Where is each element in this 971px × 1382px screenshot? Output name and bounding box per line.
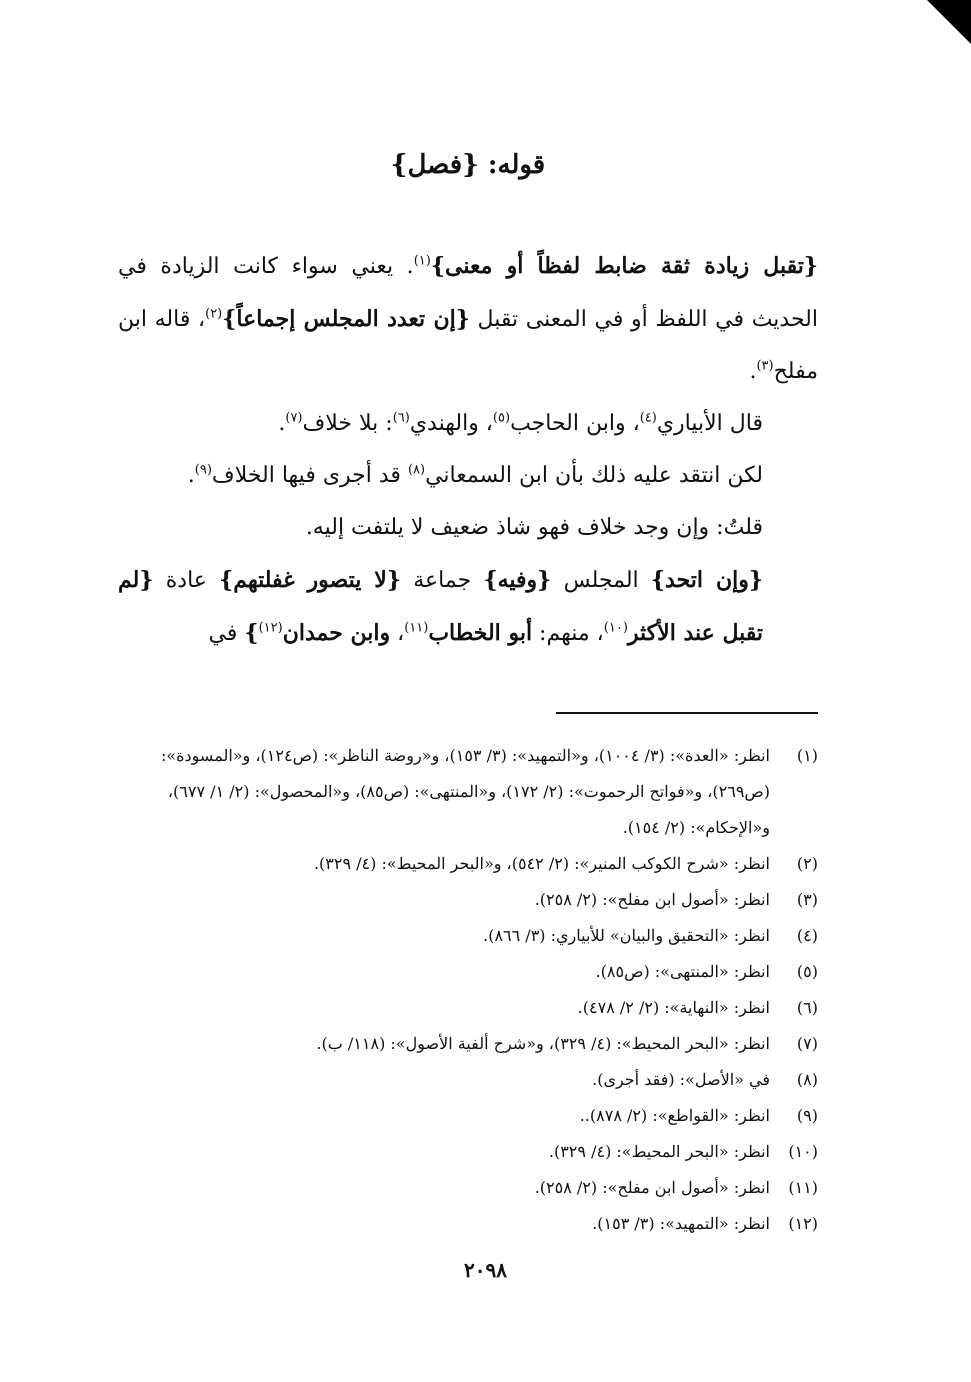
footnote-text: انظر: «أصول ابن مفلح»: (٢/ ٢٥٨). bbox=[534, 890, 770, 909]
text-run: : بلا خلاف bbox=[302, 411, 393, 436]
footnote-divider bbox=[556, 712, 818, 714]
footnote-ref-1: (١) bbox=[413, 253, 431, 269]
footnote-number: (٨) bbox=[796, 1070, 818, 1089]
text-run: قال الأبياري bbox=[656, 411, 763, 436]
footnote-number: (٢) bbox=[796, 854, 818, 873]
paragraph-5 bbox=[118, 554, 818, 660]
quoted-text: } bbox=[244, 620, 259, 646]
text-run: جماعة bbox=[401, 568, 484, 593]
footnote-ref-7: (٧) bbox=[285, 410, 303, 426]
footnote-text: انظر: «البحر المحيط»: (٤/ ٣٢٩). bbox=[548, 1142, 770, 1161]
quoted-text: {تقبل زيادة ثقة ضابط لفظاً أو معنى} bbox=[430, 253, 818, 279]
footnote-ref-6: (٦) bbox=[392, 410, 410, 426]
footnote-number: (١) bbox=[796, 746, 818, 765]
footnote-ref-10: (١٠) bbox=[603, 620, 628, 636]
text-run: ، والهندي bbox=[409, 411, 493, 436]
text-run: . bbox=[749, 359, 757, 384]
footnote-text: انظر: «شرح الكوكب المنير»: (٢/ ٥٤٢)، و«البحر المحيط»: (٤/ ٣٢٩). bbox=[313, 854, 770, 873]
footnote-item bbox=[118, 918, 818, 954]
footnote-text: في «الأصل»: (فقد أجرى). bbox=[592, 1070, 770, 1089]
footnote-number: (٦) bbox=[796, 998, 818, 1017]
footnote-item bbox=[118, 1170, 818, 1206]
footnote-item bbox=[118, 990, 818, 1026]
paragraph-1 bbox=[118, 240, 818, 398]
footnote-ref-3: (٣) bbox=[756, 358, 774, 374]
text-run: . يعني سواء كانت الزيادة في الحديث في اللفظ أو في المعنى تقبل bbox=[118, 254, 818, 332]
footnote-text: انظر: «النهاية»: (٢/ ٢/ ٤٧٨). bbox=[577, 998, 770, 1017]
footnote-text: انظر: «التحقيق والبيان» للأبياري: (٣/ ٨٦٦). bbox=[483, 926, 770, 945]
paragraph-2 bbox=[118, 398, 818, 450]
text-run: ، bbox=[390, 621, 405, 646]
text-run: المجلس bbox=[551, 568, 651, 593]
text-run: عادة bbox=[153, 568, 220, 593]
text-run: قلتُ: وإن وجد خلاف فهو شاذ ضعيف لا يلتفت إليه. bbox=[305, 515, 763, 540]
text-run: لكن انتقد عليه ذلك بأن ابن السمعاني bbox=[425, 463, 763, 488]
footnote-item bbox=[118, 1026, 818, 1062]
quoted-text: {لا يتصور غفلتهم} bbox=[219, 567, 401, 593]
footnote-ref-11: (١١) bbox=[404, 620, 429, 636]
footnote-number: (٥) bbox=[796, 962, 818, 981]
footnote-ref-8: (٨) bbox=[407, 462, 426, 478]
page-number: ٢٠٩٨ bbox=[464, 1258, 507, 1282]
footnote-ref-5: (٥) bbox=[492, 410, 511, 426]
footnote-text: انظر: «العدة»: (٣/ ١٠٠٤)، و«التمهيد»: (٣/ ١٥٣)، و«روضة الناظر»: (ص١٢٤)، و«المسودة»: (ص٢٦٩)، و«فواتح الرحموت»: (٢/ ١٧٢)، و«المنتهى»: (ص٨٥)، و«المحصول»: (٢/ ١/ ٦٧٧)، و«الإحكام»: (٢/ ١٥٤). bbox=[160, 746, 770, 837]
footnote-text: انظر: «أصول ابن مفلح»: (٢/ ٢٥٨). bbox=[534, 1178, 770, 1197]
quoted-text: {وفيه} bbox=[483, 567, 552, 593]
text-run: ، وابن الحاجب bbox=[510, 411, 640, 436]
text-run: ، منهم: bbox=[532, 621, 604, 646]
footnote-number: (١٢) bbox=[788, 1214, 818, 1233]
paragraph-4 bbox=[118, 502, 818, 554]
footnotes bbox=[118, 738, 818, 1242]
footnote-ref-4: (٤) bbox=[639, 410, 657, 426]
quoted-text: {لم تقبل عند الأكثر bbox=[118, 567, 763, 646]
footnote-number: (١١) bbox=[788, 1178, 818, 1197]
footnote-item bbox=[118, 1206, 818, 1242]
footnote-text: انظر: «القواطع»: (٢/ ٨٧٨).. bbox=[579, 1106, 770, 1125]
quoted-text: {وإن اتحد} bbox=[650, 567, 763, 593]
footnote-number: (٩) bbox=[796, 1106, 818, 1125]
footnote-item bbox=[118, 738, 818, 846]
section-heading: قوله: {فصل} bbox=[390, 150, 546, 180]
quoted-text: وابن حمدان bbox=[282, 620, 391, 646]
quoted-text: أبو الخطاب bbox=[428, 620, 533, 646]
text-run: ، قاله ابن مفلح bbox=[118, 307, 818, 384]
footnote-number: (٤) bbox=[796, 926, 818, 945]
page-content bbox=[118, 150, 818, 1242]
text-run: . bbox=[278, 411, 286, 436]
text-run: قد أجرى فيها الخلاف bbox=[211, 463, 408, 488]
text-run: . bbox=[187, 463, 195, 488]
footnote-ref-2: (٢) bbox=[205, 306, 223, 322]
footnote-text: انظر: «التمهيد»: (٣/ ١٥٣). bbox=[592, 1214, 770, 1233]
footnote-ref-9: (٩) bbox=[194, 462, 212, 478]
text-run: في bbox=[208, 621, 245, 646]
corner-mark bbox=[927, 0, 971, 44]
footnote-number: (٧) bbox=[796, 1034, 818, 1053]
footnote-text: انظر: «البحر المحيط»: (٤/ ٣٢٩)، و«شرح ألفية الأصول»: (١١٨/ ب). bbox=[316, 1034, 770, 1053]
main-text bbox=[118, 240, 818, 660]
paragraph-3 bbox=[118, 450, 818, 502]
footnote-number: (٣) bbox=[796, 890, 818, 909]
footnote-item bbox=[118, 1134, 818, 1170]
footnote-item bbox=[118, 954, 818, 990]
quoted-text: {إن تعدد المجلس إجماعاً} bbox=[222, 306, 470, 332]
footnote-text: انظر: «المنتهى»: (ص٨٥). bbox=[595, 962, 770, 981]
footnote-ref-12: (١٢) bbox=[258, 620, 283, 636]
footnote-item bbox=[118, 846, 818, 882]
footnote-number: (١٠) bbox=[788, 1142, 818, 1161]
footnote-item bbox=[118, 1062, 818, 1098]
footnote-item bbox=[118, 882, 818, 918]
footnote-item bbox=[118, 1098, 818, 1134]
